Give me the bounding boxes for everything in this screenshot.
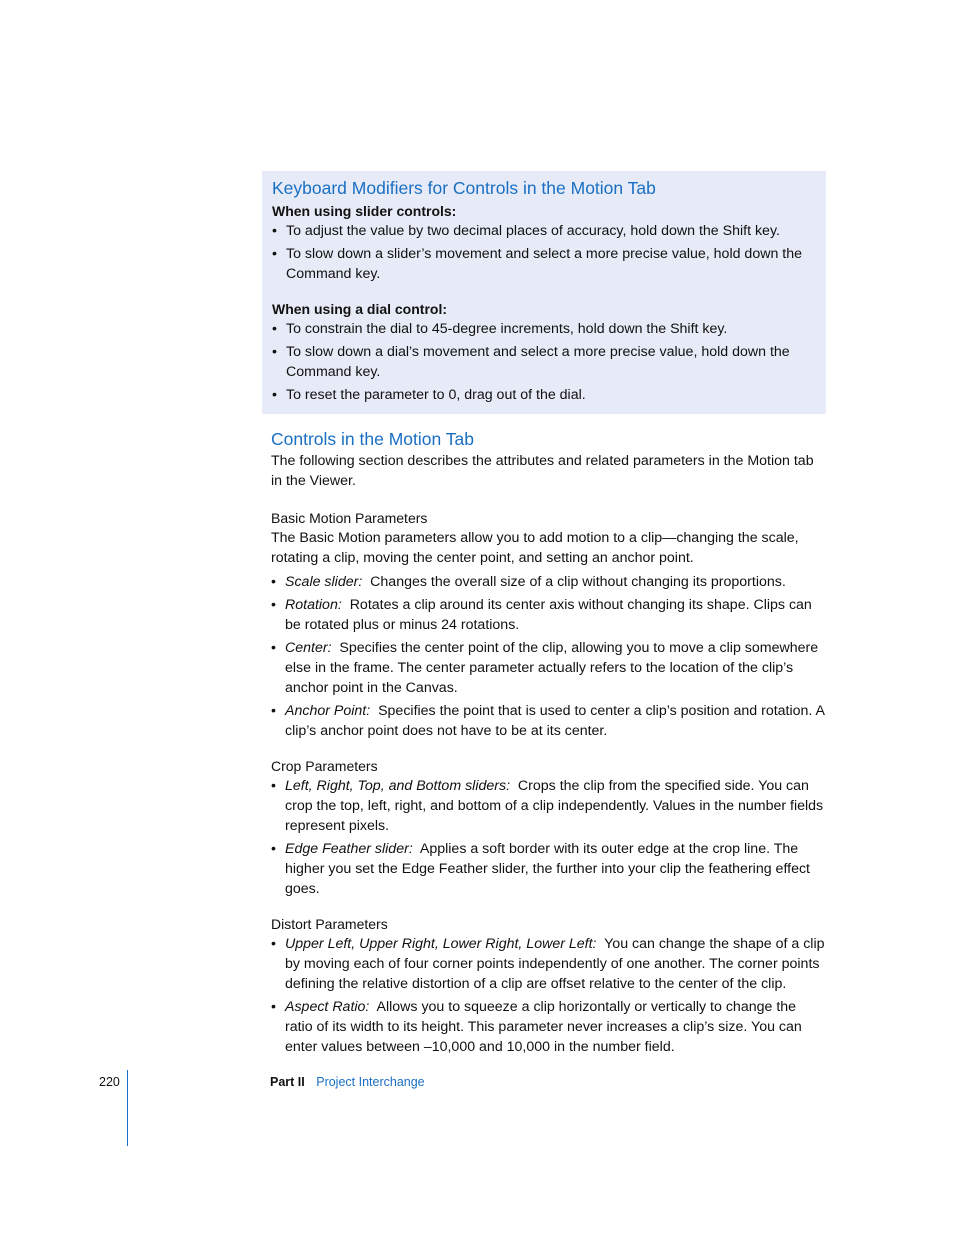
item-term: Rotation: — [285, 597, 342, 613]
list-item — [271, 572, 827, 592]
item-term: Aspect Ratio: — [285, 999, 370, 1015]
item-term: Left, Right, Top, and Bottom sliders: — [285, 778, 511, 794]
basic-motion-list — [271, 572, 827, 741]
dial-control-list — [272, 319, 820, 405]
item-text: Rotates a clip around its center axis without changing its shape. Clips can be rotated plus or minus 24 rotations. — [285, 597, 812, 633]
distort-list — [271, 934, 827, 1057]
item-term: Upper Left, Upper Right, Lower Right, Lower Left: — [285, 936, 597, 952]
list-item — [271, 595, 827, 635]
basic-motion-heading — [271, 508, 827, 528]
keyboard-modifiers-title: Keyboard Modifiers for Controls in the Motion Tab — [272, 178, 656, 198]
list-item: • To slow down a dial’s movement and select a more precise value, hold down the Command key. — [272, 342, 820, 382]
item-term: Edge Feather slider: — [285, 841, 413, 857]
list-item: • To slow down a slider’s movement and select a more precise value, hold down the Command key. — [272, 244, 820, 284]
footer-part — [270, 1072, 425, 1092]
item-term: Scale slider: — [285, 574, 363, 590]
page-number: 220 — [99, 1075, 120, 1089]
item-text: Applies a soft border with its outer edge at the crop line. The higher you set the Edge Feather slider, the further into your clip the feathering effect goes. — [285, 841, 810, 897]
list-item — [271, 934, 827, 994]
item-text: Specifies the center point of the clip, allowing you to move a clip somewhere else in the frame. The center parameter actually refers to the location of the clip’s anchor point in the Canvas. — [285, 640, 819, 696]
crop-list — [271, 776, 827, 899]
main-content — [271, 428, 827, 1060]
distort-heading: Distort Parameters — [271, 916, 388, 932]
item-text: Allows you to squeeze a clip horizontally or vertically to change the ratio of its width to its height. This parameter never increases a clip’s size. You can enter values between –10,000 and 10,000 in the number field. — [285, 999, 802, 1055]
controls-intro: The following section describes the attributes and related parameters in the Motion tab in the Viewer. — [271, 453, 814, 489]
basic-motion-heading-text: Basic Motion Parameters — [271, 510, 428, 526]
list-item — [271, 839, 827, 899]
footer-divider — [127, 1070, 128, 1146]
item-text: Specifies the point that is used to center a clip’s position and rotation. A clip’s anchor point does not have to be at its center. — [285, 703, 825, 739]
item-text: Changes the overall size of a clip without changing its proportions. — [370, 574, 786, 590]
list-item — [271, 638, 827, 698]
slider-controls-list — [272, 221, 820, 284]
list-item — [271, 701, 827, 741]
list-item — [271, 997, 827, 1057]
keyboard-modifiers-box — [262, 171, 826, 414]
crop-heading: Crop Parameters — [271, 758, 378, 774]
item-text: You can change the shape of a clip by moving each of four corner points independently of one another. The corner points defining the relative distortion of a clip are offset relative to the center of the clip. — [285, 936, 825, 992]
item-term: Anchor Point: — [285, 703, 371, 719]
basic-motion-intro: The Basic Motion parameters allow you to add motion to a clip—changing the scale, rotating a clip, moving the center point, and setting an anchor point. — [271, 530, 799, 566]
controls-title: Controls in the Motion Tab — [271, 429, 474, 449]
list-item: • To adjust the value by two decimal places of accuracy, hold down the Shift key. — [272, 221, 820, 241]
part-label: Part II — [270, 1075, 305, 1089]
dial-control-heading: When using a dial control: — [272, 301, 447, 317]
item-text: Crops the clip from the specified side. You can crop the top, left, right, and bottom of a clip independently. Values in the number fields represent pixels. — [285, 778, 824, 834]
list-item: • To reset the parameter to 0, drag out of the dial. — [272, 385, 820, 405]
item-term: Center: — [285, 640, 332, 656]
part-title-link[interactable]: Project Interchange — [316, 1075, 425, 1089]
list-item: • To constrain the dial to 45-degree increments, hold down the Shift key. — [272, 319, 820, 339]
list-item — [271, 776, 827, 836]
slider-controls-heading: When using slider controls: — [272, 203, 457, 219]
